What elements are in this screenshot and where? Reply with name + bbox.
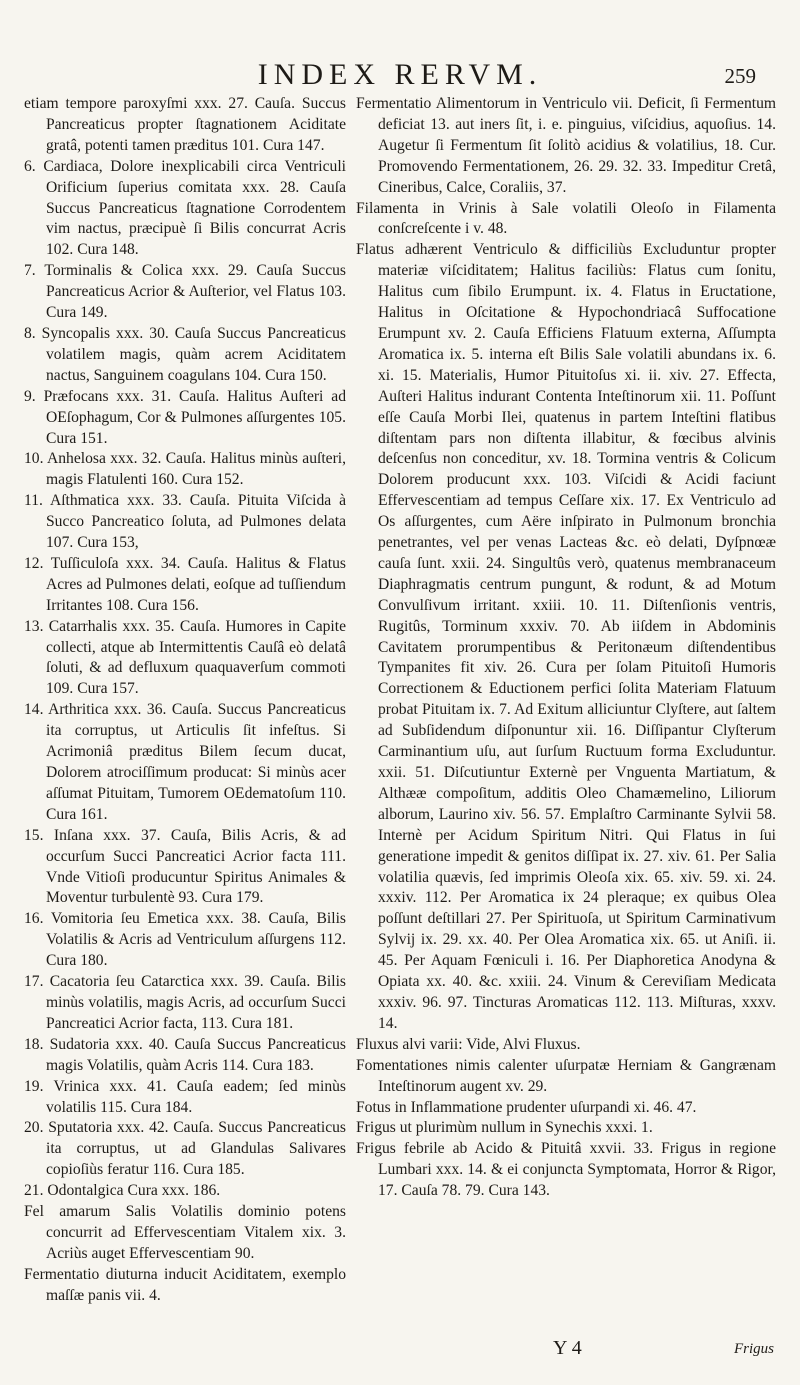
index-entry: 17. Cacatoria ſeu Catarctica xxx. 39. Cauſa. Bilis minùs volatilis, magis Acris, ad occurſum Succi Pancreatici Acrior facta, 113. Cura 181. (24, 973, 346, 1032)
index-entry: 13. Catarrhalis xxx. 35. Cauſa. Humores in Capite collecti, atque ab Intermittentis Cauſâ eò delatâ ſoluti, & ad defluxum quaquaverſum commoti 109. Cura 157. (24, 617, 346, 698)
signature-mark: Y 4 (553, 1337, 582, 1359)
index-entry: 11. Aſthmatica xxx. 33. Cauſa. Pituita Viſcida à Succo Pancreatico ſoluta, ad Pulmones delata 107. Cura 153, (24, 492, 346, 552)
index-entry: Fermentatio diuturna inducit Aciditatem, exemplo maſſæ panis vii. 4. (24, 1265, 346, 1304)
index-entry: 19. Vrinica xxx. 41. Cauſa eadem; ſed minùs volatilis 115. Cura 184. (24, 1077, 346, 1116)
index-entry: Filamenta in Vrinis à Sale volatili Oleoſo in Filamenta conſcreſcente i v. 48. (356, 199, 776, 238)
index-entry: etiam tempore paroxyſmi xxx. 27. Cauſa. Succus Pancreaticus propter ſtagnationem Aciditate gratâ, potenti tamen præditus 101. Cura 147. (24, 95, 346, 154)
index-entry: Frigus febrile ab Acido & Pituitâ xxvii. 33. Frigus in regione Lumbari xxx. 14. & ei conjuncta Symptomata, Horror & Rigor, 17. Cauſa 78. 79. Cura 143. (356, 1140, 776, 1200)
index-entry: Fotus in Inflammatione prudenter uſurpandi xi. 46. 47. (356, 1098, 697, 1116)
index-entry: Fomentationes nimis calenter uſurpatæ Herniam & Gangrænam Inteſtinorum augent xv. 29. (356, 1056, 776, 1095)
page-number: 259 (724, 64, 756, 88)
index-entry: 18. Sudatoria xxx. 40. Cauſa Succus Pancreaticus magis Volatilis, quàm Acris 114. Cura 183. (24, 1035, 346, 1074)
index-entry: 20. Sputatoria xxx. 42. Cauſa. Succus Pancreaticus ita corruptus, ut ad Glandulas Salivares copioſiùs feratur 116. Cura 185. (24, 1119, 346, 1179)
index-entry: 15. Inſana xxx. 37. Cauſa, Bilis Acris, & ad occurſum Succi Pancreatici Acrior facta 111. Vnde Vitioſi producuntur Spiritus Animales & Moventur turbulentè 93. Cura 179. (24, 826, 346, 907)
index-entry: 6. Cardiaca, Dolore inexplicabili circa Ventriculi Orificium ſuperius comitata xxx. 28. Cauſa Succus Pancreaticus ſtagnatione Corrodentem vim nactus, præcipuè ſi Bilis concurrat Acris 102. Cura 148. (24, 157, 346, 259)
index-entry: 21. Odontalgica Cura xxx. 186. (24, 1182, 221, 1200)
running-header (0, 58, 800, 94)
index-entry: Fluxus alvi varii: Vide, Alvi Fluxus. (356, 1035, 581, 1053)
index-entry: 7. Torminalis & Colica xxx. 29. Cauſa Succus Pancreaticus Acrior & Auſterior, vel Flatus 103. Cura 149. (24, 262, 346, 322)
index-entry: Frigus ut plurimùm nullum in Synechis xxxi. 1. (356, 1119, 653, 1137)
index-entry: 16. Vomitoria ſeu Emetica xxx. 38. Cauſa, Bilis Volatilis & Acris ad Ventriculum aſſurgens 112. Cura 180. (24, 910, 346, 970)
page-footer (0, 1337, 800, 1367)
index-entry: Fel amarum Salis Volatilis dominio potens concurrit ad Effervescentiam Vitalem xix. 3. Acriùs auget Effervescentiam 90. (24, 1203, 346, 1262)
page-title: INDEX RERVM. (257, 58, 543, 91)
index-entry: 9. Præfocans xxx. 31. Cauſa. Halitus Auſteri ad OEſophagum, Cor & Pulmones aſſurgentes 105. Cura 151. (24, 387, 346, 447)
catchword: Frigus (733, 1341, 774, 1357)
index-entry: 10. Anhelosa xxx. 32. Cauſa. Halitus minùs auſteri, magis Flatulenti 160. Cura 152. (24, 450, 346, 489)
index-entry: Fermentatio Alimentorum in Ventriculo vii. Deficit, ſi Fermentum deficiat 13. aut iners ſit, i. e. pinguius, viſcidius, aquoſius. 14. Augetur ſi Fermentum ſit ſolitò acidius & volatilius, 18. Cur. Promovendo Fermentationem, 26. 29. 32. 33. Impeditur Cretâ, Cineribus, Calce, Coraliis, 37. (356, 95, 776, 196)
left-column (24, 94, 346, 1307)
index-entry: 14. Arthritica xxx. 36. Cauſa. Succus Pancreaticus ita corruptus, ut Articulis ſit infeſtus. Si Acrimoniâ præditus Bilem ſecum ducat, Dolorem atrociſſimum producat: Si minùs acer aſſumat Pituitam, Tumorem OEdematoſum 110. Cura 161. (24, 701, 346, 823)
index-entry: 8. Syncopalis xxx. 30. Cauſa Succus Pancreaticus volatilem magis, quàm acrem Aciditatem nactus, Sanguinem coagulans 104. Cura 150. (24, 324, 346, 384)
index-entry: 12. Tuſſiculoſa xxx. 34. Cauſa. Halitus & Flatus Acres ad Pulmones delati, eoſque ad tuſſiendum Irritantes 108. Cura 156. (24, 554, 346, 614)
index-entry: Flatus adhærent Ventriculo & difficiliùs Excluduntur propter materiæ viſciditatem; Halitus faciliùs: Flatus cum ſonitu, Halitus cum ſibilo Erumpunt. ix. 4. Flatus in Eructatione, Halitus in Oſcitatione & Hypochondriacâ Suffocatione Erumpunt xv. 2. Cauſa Efficiens Flatuum externa, Aſſumpta Aromatica ix. 5. interna eſt Bilis Sale volatili abundans ix. 6. xi. 15. Materialis, Humor Pituitoſus xi. ii. xiv. 27. Effecta, Auſteri Halitus indurant Contenta Inteſtinorum xii. 11. Poſſunt eſſe Cauſa Morbi Ilei, quatenus in partem Inteſtini flatibus diſtentam pars non diſtenta illabitur, & fœcibus alvinis deſcenſus non conceditur, xv. 18. Tormina ventris & Colicum Dolorem producunt xxx. 103. Viſcidi & Acidi faciunt Effervescentiam ad tempus Ceſſare xix. 17. Ex Ventriculo ad Os aſſurgentes, cum Aëre inſpirato in Pulmonum bronchia penetrantes, vel per venas Lacteas &c. eò delati, Dyſpnœæ cauſa ſunt. xxii. 24. Singultûs verò, quatenus membranaceum Diaphragmatis centrum pungunt, & rodunt, & ad Motum Convulſivum irritant. xxiii. 10. 11. Diſtenſionis ventris, Rugitûs, Torminum xxxiv. 70. Ab iiſdem in Abdominis Cavitatem prorumpentibus & Peritonæum diſtendentibus Tympanites fit xiv. 26. Cura per ſolam Pituitoſi Humoris Correctionem & Eductionem perfici ſolita Materiam Flatuum probat Pituitam ix. 7. Ad Exitum alliciuntur Clyſtere, aut ſaltem ad Subſidendum diſponuntur xii. 16. Diſſipantur Clyſterum Carminantium uſu, aut ſurſum Ructuum forma Excluduntur. xxii. 51. Diſcutiuntur Externè per Vnguenta Martiatum, & Althææ compoſitum, additis Oleo Chamæmelino, Liliorum alborum, Laurino xiv. 56. 57. Emplaſtro Carminante Sylvii 58. Internè per Acidum Spiritum Nitri. Qui Flatus in ſui generatione impedit & genitos diſſipat ix. 27. xiv. 61. Per Salia volatilia quævis, ſed imprimis Oleoſa xix. 65. xiv. 59. xi. 24. xxxiv. 112. Per Aromatica ix 24 pleraque; ex quibus Olea poſſunt deſtillari 27. Per Spirituoſa, ut Spiritum Carminativum Sylvij ix. 29. xx. 40. Per Olea Aromatica xix. 65. ut Aniſi. ii. 45. Per Aquam Fœniculi i. 16. Per Diaphoretica Anodyna & Opiata xx. 40. &c. xxiii. 24. Vinum & Cereviſiam Medicata xxxiv. 96. 97. Tincturas Aromaticas 112. 113. Miſturas, xxxv. 14. (356, 241, 776, 1032)
right-column (356, 94, 776, 1202)
